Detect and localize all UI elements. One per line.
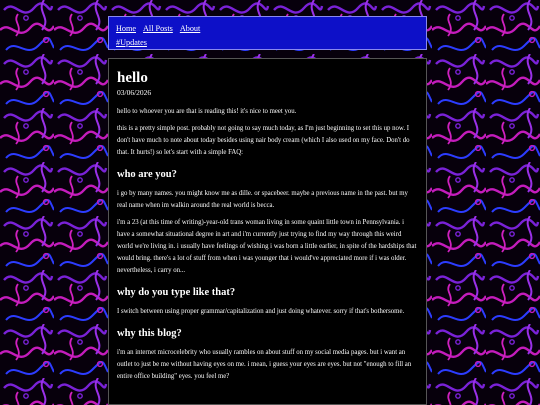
- post-paragraph: I switch between using proper grammar/capitalization and just doing whatever. sorry if that's bothersome.: [117, 308, 405, 315]
- top-nav: [108, 16, 427, 50]
- blog-post: [108, 58, 427, 405]
- post-paragraph: hello to whoever you are that is reading this! it's nice to meet you.: [117, 108, 297, 115]
- post-paragraph: this is a pretty simple post. probably not going to say much today, as I'm just beginning to set this up now. I don't have much to note about today besides using nair body cream (which I also used on my face. Don't do that. It hurts!) so let's start with a simple FAQ:: [117, 125, 410, 156]
- section-heading: why this blog?: [117, 328, 182, 339]
- section-heading: who are you?: [117, 169, 177, 180]
- nav-link-all-posts[interactable]: All Posts: [143, 24, 173, 33]
- post-paragraph: i'm a 23 (at this time of writing)-year-old trans woman living in some quaint little town in Pennsylvania. i have a somewhat situational degree in art and i'm currently just trying to find my way through this weird world we're living in. i usually have feelings of wishing i was born a little earlier, in spite of the hardships that would bring. there's a lot of stuff from when i was younger that i would've appreciated more if i was older. nevertheless, i carry on...: [117, 219, 417, 274]
- post-paragraph: i go by many names. you might know me as dille. or spacebeer. maybe a previous name in the past. but my real name when im walkin around the real world is becca.: [117, 190, 408, 209]
- nav-link-home[interactable]: Home: [116, 24, 137, 33]
- nav-link-updates[interactable]: #Updates: [116, 38, 147, 47]
- post-date: 03/06/2026: [117, 88, 152, 97]
- post-paragraph: i'm an internet microcelebrity who usually rambles on about stuff on my social media pages. but i want an outlet to just be me without having eyes on me. i mean, i guess your eyes are eyes. but not "enough to fill an entire office building" eyes. you feel me?: [117, 349, 412, 380]
- nav-link-about[interactable]: About: [179, 24, 201, 33]
- section-heading: why do you type like that?: [117, 287, 236, 298]
- post-title: hello: [117, 70, 148, 86]
- page-container: [108, 16, 427, 405]
